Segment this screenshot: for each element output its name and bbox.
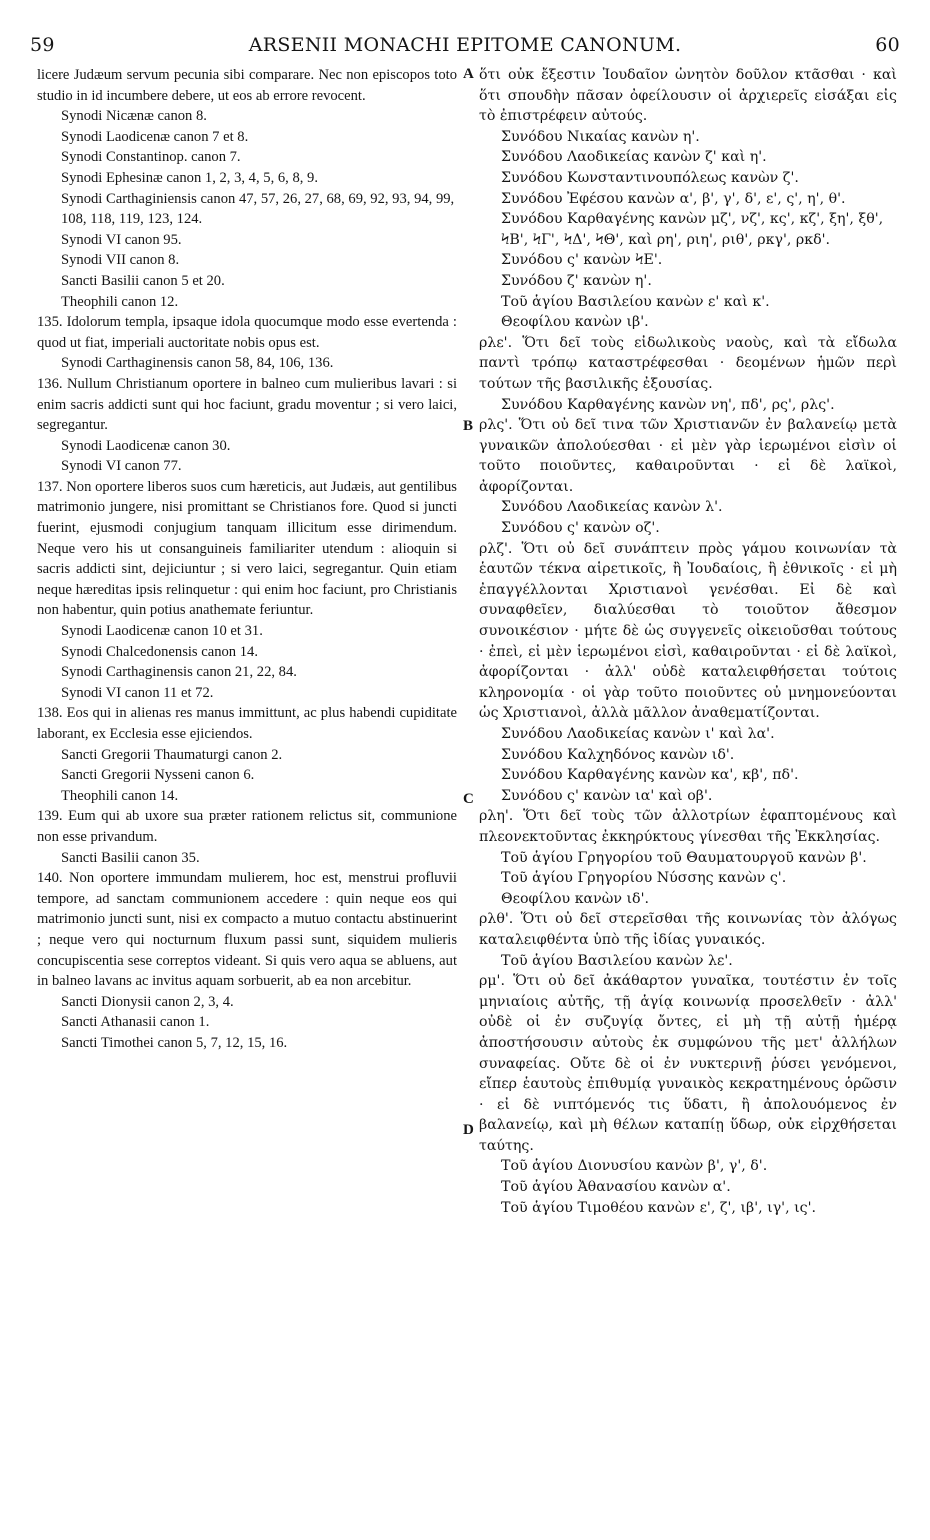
- latin-paragraph: 135. Idolorum templa, ipsaque idola quocumque modo esse evertenda : quod ut fiat, imperiali auctoritate nobis opus est.: [37, 314, 457, 351]
- latin-paragraph: 140. Non oportere immundam mulierem, hoc est, menstrui profluvii tempore, ad sanctam communionem accedere : quin neque eos qui matrimonio juncti sunt, nisi ex compacto a mutuo contactu abstinuerint ; neque vero qui nocturnum fluxum passi sunt, siquidem mulieris concupiscentia sese correptos videant. Si quis vero aqua se abluens, aut in balneo lavans ac invitus aquam sorbuerit, ab ea non arcebitur.: [37, 870, 457, 990]
- latin-paragraph: 136. Nullum Christianum oportere in balneo cum mulieribus lavari : si enim sacris addicti sunt qui hoc faciunt, gradu moventur ; si vero laici, segregantur.: [37, 375, 457, 434]
- greek-citation: Συνόδου Λαοδικείας κανὼν ζ' καὶ η'.: [501, 149, 767, 166]
- page-header: [30, 34, 900, 60]
- page-number-right: 60: [875, 34, 900, 56]
- latin-citation: Synodi Nicænæ canon 8.: [61, 108, 207, 125]
- greek-citation: Τοῦ ἁγίου Γρηγορίου Νύσσης κανὼν ς'.: [501, 870, 787, 887]
- greek-citation: Συνόδου Λαοδικείας κανὼν λ'.: [501, 499, 723, 516]
- latin-citation: Synodi Chalcedonensis canon 14.: [61, 643, 258, 660]
- latin-citation: Sancti Dionysii canon 2, 3, 4.: [61, 993, 234, 1010]
- greek-citation: Συνόδου Καρθαγένης κανὼν μζ', νζ', κς', κζ', ξη', ξθ', ϞΒ', ϞΓ', ϞΔ', ϞΘ', καὶ ρη', ριη', ριθ', ρκγ', ρκδ'.: [501, 211, 884, 248]
- greek-citation: Συνόδου Καρθαγένης κανὼν κα', κβ', πδ'.: [501, 767, 799, 784]
- greek-citation: Συνόδου Λαοδικείας κανὼν ι' καὶ λα'.: [501, 726, 775, 742]
- greek-citation: Τοῦ ἁγίου Τιμοθέου κανὼν ε', ζ', ιβ', ιγ', ις'.: [501, 1199, 817, 1216]
- latin-citation: Synodi Constantinop. canon 7.: [61, 149, 241, 166]
- greek-citation: Συνόδου ς' κανὼν ια' καὶ οβ'.: [501, 787, 713, 804]
- latin-citation: Sancti Gregorii Nysseni canon 6.: [61, 767, 255, 784]
- latin-citation: Sancti Basilii canon 35.: [61, 849, 200, 866]
- latin-citation: Synodi VI canon 11 et 72.: [61, 684, 214, 701]
- latin-citation: Sancti Gregorii Thaumaturgi canon 2.: [61, 746, 283, 763]
- greek-paragraph: ὅτι οὐκ ἔξεστιν Ἰουδαῖον ὠνητὸν δοῦλον κτᾶσθαι · καὶ ὅτι σπουδὴν πᾶσαν ὀφείλουσιν οἱ ἀρχιερεῖς εἰσάξαι εἰς τὸ ἐπιστρέφειν αὐτούς.: [479, 67, 897, 125]
- margin-letter-b: B: [463, 418, 474, 434]
- latin-paragraph: 138. Eos qui in alienas res manus immittunt, ac plus habendi cupiditate laborant, ex Ecclesia esse ejiciendos.: [37, 705, 457, 742]
- greek-citation: Τοῦ ἁγίου Βασιλείου κανὼν ε' καὶ κ'.: [501, 293, 770, 310]
- greek-paragraph: ρλθ'. Ὅτι οὐ δεῖ στερεῖσθαι τῆς κοινωνίας τὸν ἀλόγως καταλειφθέντα ὑπὸ τῆς ἰδίας γυναικός.: [479, 911, 897, 948]
- latin-citation: Synodi VI canon 95.: [61, 231, 182, 248]
- greek-citation: Συνόδου Νικαίας κανὼν η'.: [501, 128, 700, 145]
- page-number-left: 59: [30, 34, 55, 56]
- latin-citation: Synodi VI canon 77.: [61, 458, 182, 475]
- running-title: ARSENII MONACHI EPITOME CANONUM.: [248, 34, 682, 56]
- margin-letter-a: A: [463, 66, 474, 82]
- latin-citation: Synodi Laodicenæ canon 10 et 31.: [61, 623, 263, 640]
- greek-citation: Τοῦ ἁγίου Διονυσίου κανὼν β', γ', δ'.: [501, 1158, 768, 1175]
- greek-citation: Τοῦ ἁγίου Γρηγορίου τοῦ Θαυματουργοῦ κανὼν β'.: [501, 849, 867, 866]
- latin-citation: Synodi Ephesinæ canon 1, 2, 3, 4, 5, 6, 8, 9.: [61, 169, 319, 186]
- latin-citation: Sancti Timothei canon 5, 7, 12, 15, 16.: [61, 1034, 288, 1051]
- margin-letter-d: D: [463, 1122, 474, 1138]
- greek-citation: Συνόδου ς' κανὼν οζ'.: [501, 520, 660, 537]
- latin-citation: Synodi Laodicenæ canon 7 et 8.: [61, 128, 249, 145]
- greek-paragraph: ρμ'. Ὅτι οὐ δεῖ ἀκάθαρτον γυναῖκα, τουτέστιν ἐν τοῖς μηνιαίοις αὐτῆς, τῇ ἁγίᾳ κοινωνίᾳ προσελθεῖν · ἀλλ' οὐδὲ οἱ ἐν συζυγίᾳ ὄντες, εἰ μὴ τῇ αὐτῇ ἡμέρᾳ ἀποστήσουσιν αὐτοὺς ἐκ συμφώνου τῆς μετ' ἀλλήλων συναφείας. Οὔτε δὲ οἱ ἐν νυκτερινῇ ῥύσει γενόμενοι, εἴπερ ἑαυτοὺς ἐπιθυμίᾳ γυναικὸς κεκρατημένους ὁρῶσιν · εἰ δὲ νιπτόμενός τις ὕδατι, ἢ ἀπολουόμενος ἐν βαλανείῳ, καὶ μὴ θέλων καταπίῃ ὕδωρ, οὐκ εἰρχθήσεται ταύτης.: [479, 973, 897, 1154]
- greek-citation: Θεοφίλου κανὼν ιβ'.: [501, 314, 649, 331]
- greek-paragraph: ρλς'. Ὅτι οὐ δεῖ τινα τῶν Χριστιανῶν ἐν βαλανείῳ μετὰ γυναικῶν ἀπολούεσθαι · εἰ μὲν γὰρ ἱερωμένοι εἰσὶν οἱ τοῦτο ποιοῦντες, καθαιροῦνται · εἰ δὲ λαϊκοὶ, ἀφορίζονται.: [479, 417, 897, 495]
- latin-citation: Synodi Carthaginensis canon 21, 22, 84.: [61, 664, 297, 681]
- latin-citation: Theophili canon 14.: [61, 787, 179, 804]
- latin-citation: Theophili canon 12.: [61, 293, 179, 310]
- latin-paragraph: licere Judæum servum pecunia sibi comparare. Nec non episcopos toto studio in id incumbere debere, ut eos ab errore revocent.: [37, 67, 457, 104]
- greek-citation: Συνόδου Καρθαγένης κανὼν νη', πδ', ρς', ρλς'.: [501, 396, 835, 413]
- greek-citation: Θεοφίλου κανὼν ιδ'.: [501, 890, 649, 907]
- greek-citation: Τοῦ ἁγίου Βασιλείου κανὼν λε'.: [501, 952, 733, 969]
- latin-citation: Synodi Laodicenæ canon 30.: [61, 437, 231, 454]
- greek-citation: Συνόδου ς' κανὼν ϞΕ'.: [501, 252, 663, 269]
- latin-citation: Synodi VII canon 8.: [61, 252, 180, 269]
- latin-citation: Sancti Athanasii canon 1.: [61, 1014, 210, 1031]
- margin-letter-c: C: [463, 791, 474, 807]
- greek-citation: Συνόδου Καλχηδόνος κανὼν ιδ'.: [501, 746, 735, 763]
- greek-citation: Τοῦ ἁγίου Ἀθανασίου κανὼν α'.: [501, 1179, 731, 1196]
- greek-paragraph: ρλη'. Ὅτι δεῖ τοὺς τῶν ἀλλοτρίων ἐφαπτομένους καὶ πλεονεκτοῦντας ἐκκηρύκτους γίνεσθαι τῆς Ἐκκλησίας.: [479, 808, 897, 845]
- latin-citation: Sancti Basilii canon 5 et 20.: [61, 272, 225, 289]
- greek-column: [479, 65, 897, 1218]
- latin-citation: Synodi Carthaginensis canon 58, 84, 106, 136.: [61, 355, 334, 372]
- greek-citation: Συνόδου ζ' κανὼν η'.: [501, 272, 652, 289]
- greek-citation: Συνόδου Ἐφέσου κανὼν α', β', γ', δ', ε', ς', η', θ'.: [501, 190, 846, 207]
- greek-citation: Συνόδου Κωνσταντινουπόλεως κανὼν ζ'.: [501, 169, 799, 186]
- latin-paragraph: 139. Eum qui ab uxore sua præter rationem relictus sit, communione non esse privandum.: [37, 808, 457, 845]
- latin-citation: Synodi Carthaginiensis canon 47, 57, 26, 27, 68, 69, 92, 93, 94, 99, 108, 118, 119, 123, 124.: [61, 190, 455, 228]
- greek-paragraph: ρλε'. Ὅτι δεῖ τοὺς εἰδωλικοὺς ναοὺς, καὶ τὰ εἴδωλα παντὶ τρόπῳ καταστρέφεσθαι · δεομένων ἡμῶν περὶ τούτων τῆς βασιλικῆς ἐξουσίας.: [479, 334, 897, 392]
- latin-paragraph: 137. Non oportere liberos suos cum hæreticis, aut Judæis, aut gentilibus matrimonio jungere, nisi promittant se Christianos fore. Quod si juncti fuerint, ejusmodi conjugium tanquam illicitum esse dirimendum. Neque vero his ut consanguineis familiariter utendum : alioquin si sacris addicti sint, dejiciuntur ; si vero laici, segregantur. Quin etiam neque hæreditas ipsis relinquetur : qui enim hoc faciunt, pro Christianis non habentur, quin potius anathemate feriuntur.: [37, 478, 457, 619]
- latin-column: [37, 65, 457, 1054]
- greek-paragraph: ρλζ'. Ὅτι οὐ δεῖ συνάπτειν πρὸς γάμου κοινωνίαν τὰ ἑαυτῶν τέκνα αἱρετικοῖς, ἢ Ἰουδαίοις, ἢ ἐθνικοῖς · εἰ μὴ ἐπαγγέλλονται Χριστιανοὶ γενέσθαι. Εἰ δὲ καὶ συναφθεῖεν, διαλύεσθαι τὸ τοιοῦτον ἄθεσμον συνοικέσιον · μήτε δὲ ὡς συγγενεῖς οἰκειοῦσθαι τούτους · ἐπεὶ, εἰ μὲν ἱερωμένοι εἰσὶ, καθαιροῦνται · εἰ δὲ λαϊκοὶ, ἀφορίζονται · ἀλλ' οὐδὲ καταλειφθήσεται τούτοις κληρονομία · οἱ γὰρ τοῦτο ποιοῦντες οὐ μνημονεύονται ὡς Χριστιανοὶ, ἀλλὰ μᾶλλον ἀναθεματίζονται.: [479, 540, 897, 722]
